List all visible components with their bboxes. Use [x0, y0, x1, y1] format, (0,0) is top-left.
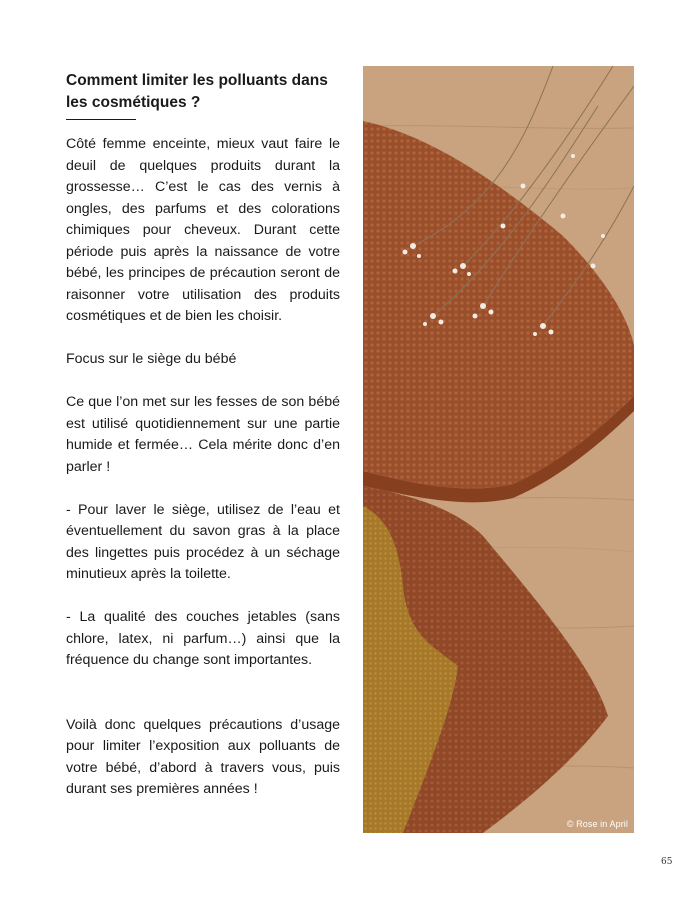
- paragraph-washing: - Pour laver le siège, utilisez de l’eau et éventuellement du savon gras à la place des lingettes puis procédez à un séchage minutieux après la toilette.: [66, 501, 340, 582]
- page-number: 65: [661, 857, 673, 867]
- photo-credit: © Rose in April: [566, 819, 628, 829]
- paragraph-diapers: - La qualité des couches jetables (sans chlore, latex, ni parfum…) ainsi que la fréquence du change sont importantes.: [66, 609, 340, 668]
- paragraph-conclusion: Voilà donc quelques précautions d’usage pour limiter l’exposition aux polluants de votre bébé, d’abord à travers vous, puis durant ses premières années !: [66, 716, 340, 797]
- paragraph-intro: Côté femme enceinte, mieux vaut faire le deuil de quelques produits durant la grossesse… C’est le cas des vernis à ongles, des parfums et des colorations chimiques pour cheveux. Durant cette période puis après la naissance de votre bébé, les principes de précaution seront de raisonner votre utilisation des produits cosmétiques et de bien les choisir.: [66, 136, 340, 324]
- article-body: [66, 134, 340, 801]
- heading-underline: [66, 119, 136, 120]
- paragraph-baby-seat: Ce que l’on met sur les fesses de son bébé est utilisé quotidiennement sur une partie humide et fermée… Cela mérite donc d’en parler !: [66, 394, 340, 475]
- section-heading: Comment limiter les polluants dans les cosmétiques ?: [66, 72, 328, 111]
- knitted-blanket-photo: [363, 66, 634, 833]
- photo-illustration: [363, 66, 634, 833]
- subheading-focus: Focus sur le siège du bébé: [66, 351, 237, 367]
